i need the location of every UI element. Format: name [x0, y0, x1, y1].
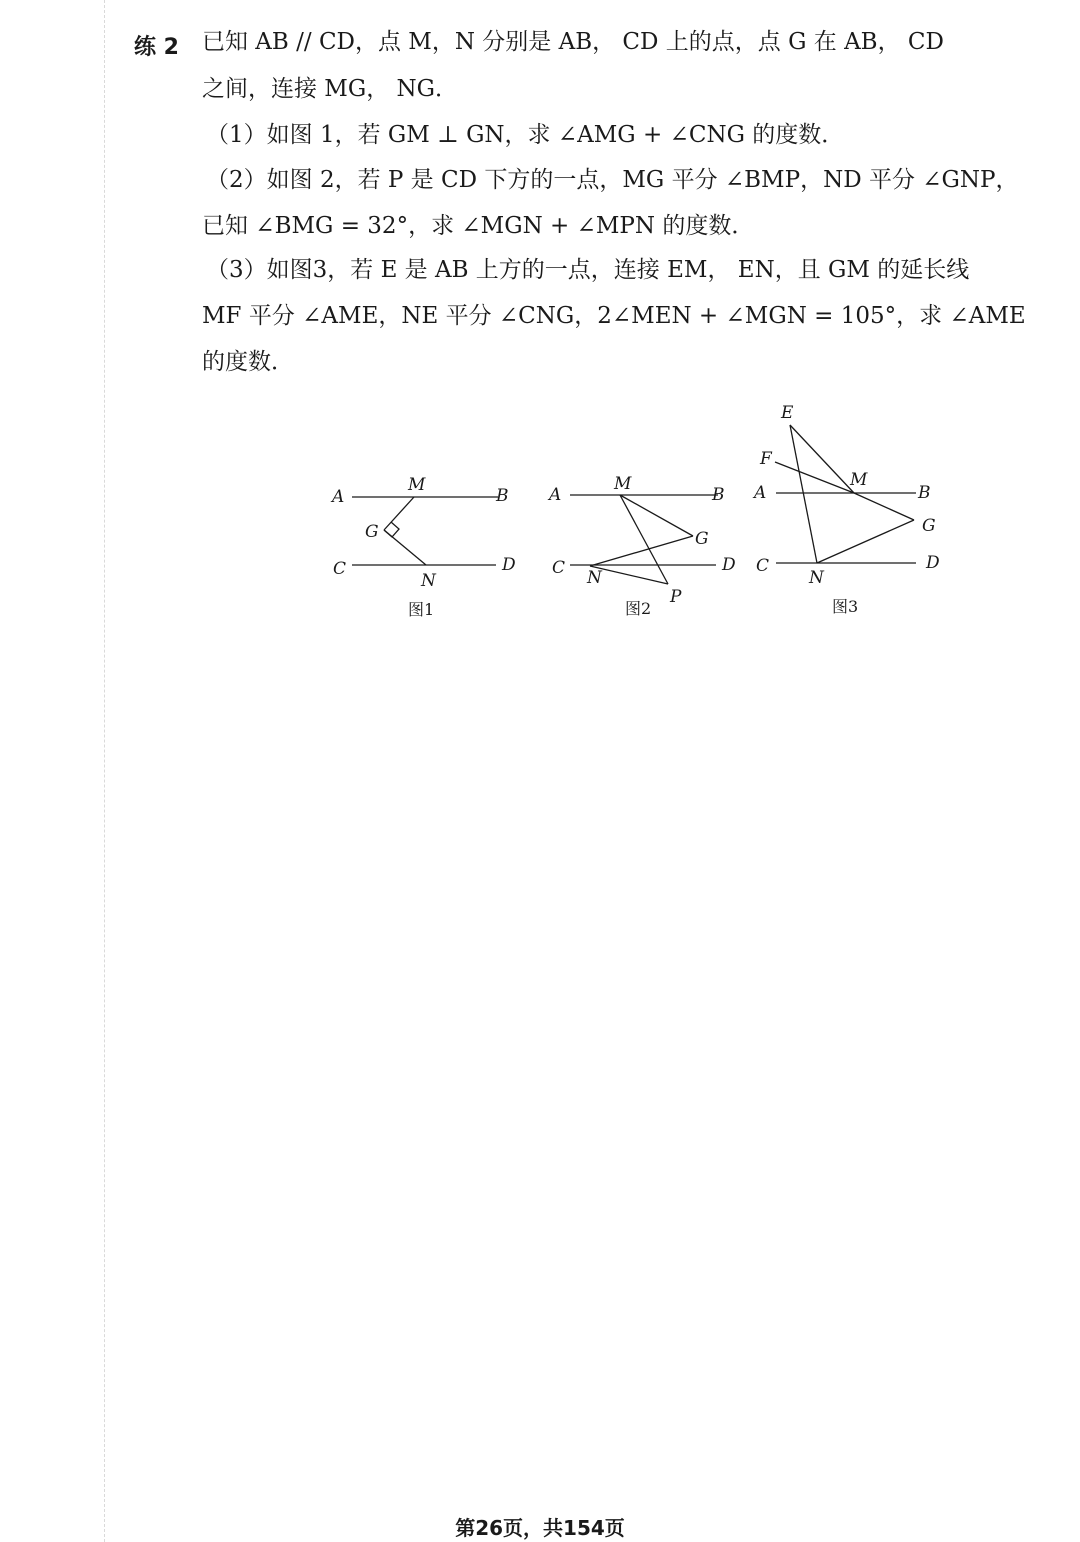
geometry-figures [320, 398, 960, 628]
figure-2 [547, 474, 736, 618]
part-2-line-2: 已知 ∠BMG = 32°，求 ∠MGN + ∠MPN 的度数． [202, 213, 755, 239]
segment-mg-fig1 [384, 497, 414, 530]
figure-3 [752, 403, 940, 616]
point-c-fig1: C [333, 559, 347, 579]
point-n-fig2: N [587, 568, 602, 588]
problem-line-1: 已知 AB // CD，点 M，N 分别是 AB， CD 上的点，点 G 在 AB， CD [202, 29, 944, 55]
point-b-fig3: B [918, 483, 931, 503]
part-3-line-3: 的度数． [202, 349, 294, 375]
caption-fig1: 图1 [408, 600, 435, 619]
point-c-fig2: C [552, 558, 566, 578]
segment-mg-fig3 [854, 493, 914, 520]
point-m-fig1: M [408, 475, 426, 495]
point-b-fig2: B [712, 485, 725, 505]
point-d-fig2: D [722, 555, 736, 575]
point-c-fig3: C [756, 556, 770, 576]
segment-ng-fig3 [817, 520, 914, 563]
point-a-fig2: A [549, 485, 562, 505]
part-3-line-1: （3）如图3，若 E 是 AB 上方的一点，连接 EM， EN，且 GM 的延长线 [206, 257, 970, 283]
point-m-fig2: M [614, 474, 632, 494]
point-a-fig3: A [754, 483, 767, 503]
ray-mf-fig3 [775, 462, 854, 493]
point-e-fig3: E [781, 403, 794, 423]
point-g-fig1: G [365, 522, 379, 542]
figures-area [320, 398, 960, 632]
point-d-fig3: D [926, 553, 940, 573]
segment-ng-fig2 [590, 536, 693, 566]
figure-1 [330, 475, 516, 619]
segment-en-fig3 [790, 425, 817, 563]
binding-margin-line [104, 0, 105, 1542]
point-m-fig3: M [850, 470, 868, 490]
caption-fig2: 图2 [625, 599, 652, 618]
problem-label: 练 2 [134, 35, 179, 60]
point-d-fig1: D [502, 555, 516, 575]
part-1-line: （1）如图 1，若 GM ⊥ GN，求 ∠AMG + ∠CNG 的度数． [206, 122, 845, 148]
point-a-fig1: A [332, 487, 345, 507]
caption-fig3: 图3 [832, 597, 859, 616]
part-2-line-1: （2）如图 2，若 P 是 CD 下方的一点，MG 平分 ∠BMP，ND 平分 ∠GNP， [206, 167, 1019, 193]
point-f-fig3: F [760, 449, 772, 469]
part-3-line-2: MF 平分 ∠AME，NE 平分 ∠CNG，2∠MEN + ∠MGN = 105°，求 ∠AME [202, 303, 1026, 329]
problem-line-2: 之间，连接 MG， NG． [202, 76, 459, 102]
point-b-fig1: B [496, 486, 509, 506]
point-g-fig3: G [922, 516, 936, 536]
point-n-fig3: N [809, 568, 824, 588]
page-footer: 第26页，共154页 [455, 1516, 625, 1540]
point-n-fig1: N [421, 571, 436, 591]
right-angle-mark [384, 522, 399, 537]
point-p-fig2: P [670, 587, 682, 607]
segment-em-fig3 [790, 425, 854, 493]
point-g-fig2: G [695, 529, 709, 549]
